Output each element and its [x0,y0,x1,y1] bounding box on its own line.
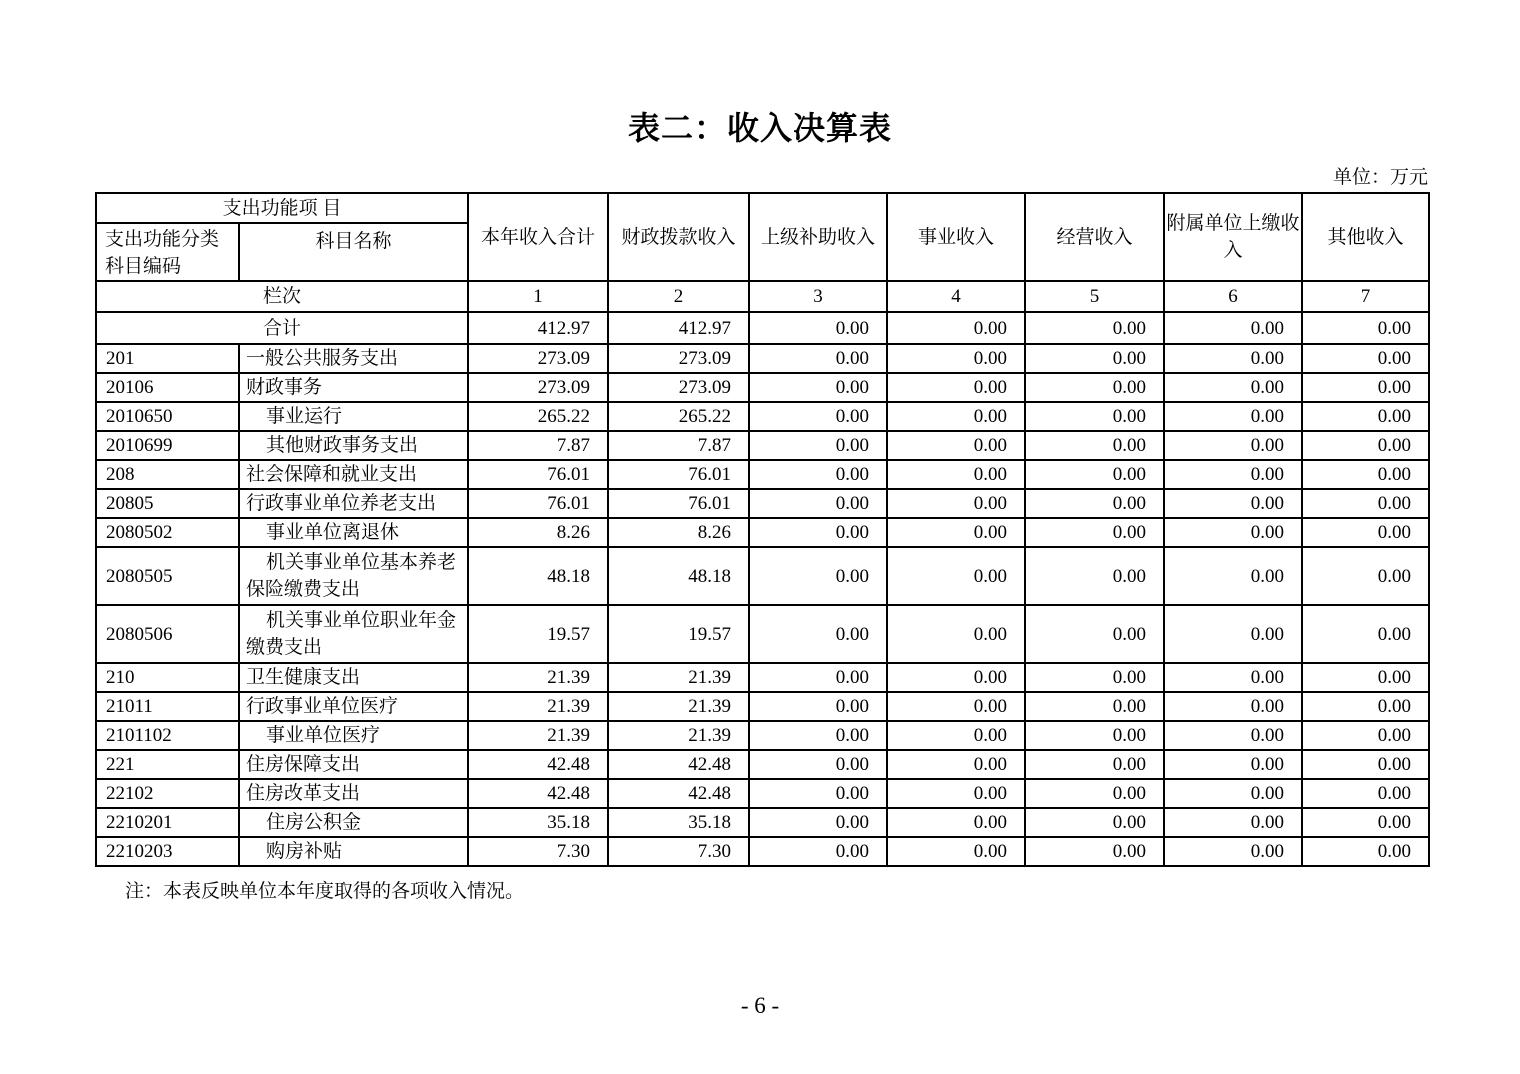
value-cell: 412.97 [468,312,608,344]
header-function-code-line2: 科目编码 [105,256,182,277]
value-cell: 0.00 [887,750,1025,779]
value-cell: 35.18 [608,808,749,837]
row-subject-name: 住房改革支出 [239,779,468,808]
row-subject-name: 其他财政事务支出 [239,431,468,460]
value-cell: 0.00 [749,373,887,402]
value-cell: 0.00 [887,663,1025,692]
header-col-total-income: 本年收入合计 [468,193,608,281]
table-row [96,808,1429,837]
rank-number-4: 4 [887,281,1025,312]
header-col-fiscal-appropriation-income: 财政拨款收入 [608,193,749,281]
value-cell: 0.00 [1302,373,1429,402]
value-cell: 0.00 [1164,808,1302,837]
value-cell: 0.00 [1302,837,1429,866]
value-cell: 7.87 [608,431,749,460]
value-cell: 0.00 [1302,547,1429,605]
value-cell: 0.00 [887,431,1025,460]
header-rank-label: 栏次 [96,281,468,312]
row-subject-name: 机关事业单位职业年金缴费支出 [239,605,468,663]
row-subject-name: 机关事业单位基本养老保险缴费支出 [239,547,468,605]
value-cell: 0.00 [1164,837,1302,866]
row-subject-name: 事业单位离退休 [239,518,468,547]
header-col-operating-income: 经营收入 [1025,193,1164,281]
value-cell: 0.00 [1025,692,1164,721]
row-code: 20805 [96,489,239,518]
value-cell: 21.39 [468,721,608,750]
table-header [96,193,1429,312]
header-col-business-income: 事业收入 [887,193,1025,281]
value-cell: 0.00 [1164,373,1302,402]
value-cell: 0.00 [1025,837,1164,866]
row-subject-name: 社会保障和就业支出 [239,460,468,489]
value-cell: 0.00 [887,518,1025,547]
header-col-other-income: 其他收入 [1302,193,1429,281]
value-cell: 0.00 [1164,692,1302,721]
table-row [96,837,1429,866]
value-cell: 42.48 [468,779,608,808]
value-cell: 0.00 [1025,489,1164,518]
value-cell: 19.57 [608,605,749,663]
table-row [96,489,1429,518]
value-cell: 0.00 [887,312,1025,344]
header-group-expenditure-function: 支出功能项 目 [96,193,468,223]
row-code: 2210201 [96,808,239,837]
row-subject-name: 一般公共服务支出 [239,344,468,373]
table-row [96,373,1429,402]
value-cell: 0.00 [1164,460,1302,489]
total-row [96,312,1429,344]
value-cell: 0.00 [1302,518,1429,547]
value-cell: 265.22 [468,402,608,431]
total-label: 合计 [96,312,468,344]
row-code: 20106 [96,373,239,402]
table-note: 注：本表反映单位本年度取得的各项收入情况。 [125,881,525,902]
row-subject-name: 行政事业单位养老支出 [239,489,468,518]
row-code: 2010650 [96,402,239,431]
rank-number-3: 3 [749,281,887,312]
value-cell: 0.00 [1025,373,1164,402]
page-number: - 6 - [740,993,780,1018]
value-cell: 0.00 [1025,750,1164,779]
table-row [96,431,1429,460]
value-cell: 0.00 [749,547,887,605]
value-cell: 0.00 [1302,489,1429,518]
value-cell: 0.00 [887,692,1025,721]
value-cell: 48.18 [608,547,749,605]
value-cell: 0.00 [1025,663,1164,692]
row-subject-name: 事业运行 [239,402,468,431]
row-code: 2080502 [96,518,239,547]
value-cell: 0.00 [749,312,887,344]
value-cell: 0.00 [887,779,1025,808]
value-cell: 0.00 [887,460,1025,489]
value-cell: 0.00 [1302,460,1429,489]
table-row [96,750,1429,779]
value-cell: 19.57 [468,605,608,663]
table-row [96,344,1429,373]
row-code: 210 [96,663,239,692]
value-cell: 412.97 [608,312,749,344]
table-row [96,547,1429,605]
table-row [96,721,1429,750]
value-cell: 0.00 [1164,431,1302,460]
table-row [96,518,1429,547]
value-cell: 42.48 [608,750,749,779]
value-cell: 0.00 [887,605,1025,663]
value-cell: 0.00 [1164,663,1302,692]
value-cell: 0.00 [749,692,887,721]
value-cell: 21.39 [468,663,608,692]
income-table [95,192,1430,867]
row-code: 2080506 [96,605,239,663]
value-cell: 48.18 [468,547,608,605]
rank-number-6: 6 [1164,281,1302,312]
page-title: 表二：收入决算表 [627,110,892,146]
value-cell: 0.00 [1025,808,1164,837]
value-cell: 0.00 [749,518,887,547]
row-subject-name: 购房补贴 [239,837,468,866]
row-subject-name: 事业单位医疗 [239,721,468,750]
value-cell: 7.30 [468,837,608,866]
value-cell: 0.00 [749,605,887,663]
value-cell: 0.00 [749,808,887,837]
value-cell: 76.01 [468,489,608,518]
value-cell: 76.01 [608,460,749,489]
header-function-code [96,223,239,281]
value-cell: 0.00 [1164,518,1302,547]
value-cell: 0.00 [749,721,887,750]
value-cell: 0.00 [1302,750,1429,779]
row-code: 201 [96,344,239,373]
value-cell: 273.09 [608,373,749,402]
value-cell: 21.39 [608,663,749,692]
value-cell: 0.00 [887,808,1025,837]
value-cell: 0.00 [749,779,887,808]
value-cell: 0.00 [887,344,1025,373]
table-row [96,663,1429,692]
value-cell: 0.00 [1025,779,1164,808]
value-cell: 7.30 [608,837,749,866]
value-cell: 0.00 [1164,402,1302,431]
value-cell: 0.00 [1025,547,1164,605]
value-cell: 0.00 [1164,547,1302,605]
value-cell: 42.48 [608,779,749,808]
header-subject-name: 科目名称 [239,223,468,281]
row-subject-name: 卫生健康支出 [239,663,468,692]
row-code: 2210203 [96,837,239,866]
value-cell: 21.39 [608,692,749,721]
value-cell: 21.39 [468,692,608,721]
value-cell: 273.09 [468,373,608,402]
value-cell: 0.00 [887,373,1025,402]
value-cell: 0.00 [1025,721,1164,750]
value-cell: 0.00 [749,431,887,460]
value-cell: 0.00 [1302,605,1429,663]
row-code: 21011 [96,692,239,721]
value-cell: 0.00 [749,663,887,692]
value-cell: 0.00 [887,402,1025,431]
header-col-affiliated-unit-income: 附属单位上缴收入 [1164,193,1302,281]
value-cell: 0.00 [1164,750,1302,779]
unit-label: 单位：万元 [1332,167,1428,188]
income-table-body [96,312,1429,866]
value-cell: 0.00 [1302,721,1429,750]
value-cell: 0.00 [887,547,1025,605]
row-subject-name: 财政事务 [239,373,468,402]
table-row [96,779,1429,808]
value-cell: 0.00 [1025,402,1164,431]
value-cell: 0.00 [1302,344,1429,373]
value-cell: 7.87 [468,431,608,460]
value-cell: 0.00 [887,721,1025,750]
value-cell: 0.00 [1302,779,1429,808]
value-cell: 0.00 [749,837,887,866]
value-cell: 0.00 [749,489,887,518]
value-cell: 0.00 [887,837,1025,866]
value-cell: 0.00 [1025,605,1164,663]
value-cell: 265.22 [608,402,749,431]
table-row [96,460,1429,489]
value-cell: 0.00 [1164,344,1302,373]
table-row [96,692,1429,721]
row-code: 2101102 [96,721,239,750]
value-cell: 8.26 [608,518,749,547]
value-cell: 0.00 [1025,312,1164,344]
value-cell: 0.00 [1302,692,1429,721]
value-cell: 0.00 [1164,721,1302,750]
value-cell: 35.18 [468,808,608,837]
value-cell: 8.26 [468,518,608,547]
value-cell: 273.09 [608,344,749,373]
row-code: 22102 [96,779,239,808]
value-cell: 0.00 [749,460,887,489]
value-cell: 273.09 [468,344,608,373]
row-subject-name: 住房保障支出 [239,750,468,779]
row-code: 2080505 [96,547,239,605]
row-subject-name: 住房公积金 [239,808,468,837]
value-cell: 0.00 [1025,518,1164,547]
value-cell: 0.00 [1025,344,1164,373]
value-cell: 0.00 [1302,808,1429,837]
value-cell: 0.00 [1025,431,1164,460]
rank-number-5: 5 [1025,281,1164,312]
value-cell: 0.00 [1302,663,1429,692]
value-cell: 0.00 [749,750,887,779]
header-col-superior-subsidy-income: 上级补助收入 [749,193,887,281]
header-row-rank [96,281,1429,312]
header-row-group [96,193,1429,223]
row-code: 221 [96,750,239,779]
value-cell: 0.00 [1302,402,1429,431]
table-row [96,402,1429,431]
value-cell: 76.01 [468,460,608,489]
value-cell: 0.00 [887,489,1025,518]
rank-number-2: 2 [608,281,749,312]
value-cell: 0.00 [749,344,887,373]
row-code: 2010699 [96,431,239,460]
value-cell: 21.39 [608,721,749,750]
value-cell: 76.01 [608,489,749,518]
value-cell: 42.48 [468,750,608,779]
row-code: 208 [96,460,239,489]
value-cell: 0.00 [1164,489,1302,518]
value-cell: 0.00 [1164,779,1302,808]
value-cell: 0.00 [1025,460,1164,489]
header-function-code-line1: 支出功能分类 [105,229,220,250]
value-cell: 0.00 [1164,312,1302,344]
rank-number-1: 1 [468,281,608,312]
value-cell: 0.00 [1164,605,1302,663]
row-subject-name: 行政事业单位医疗 [239,692,468,721]
value-cell: 0.00 [749,402,887,431]
rank-number-7: 7 [1302,281,1429,312]
value-cell: 0.00 [1302,431,1429,460]
value-cell: 0.00 [1302,312,1429,344]
table-row [96,605,1429,663]
